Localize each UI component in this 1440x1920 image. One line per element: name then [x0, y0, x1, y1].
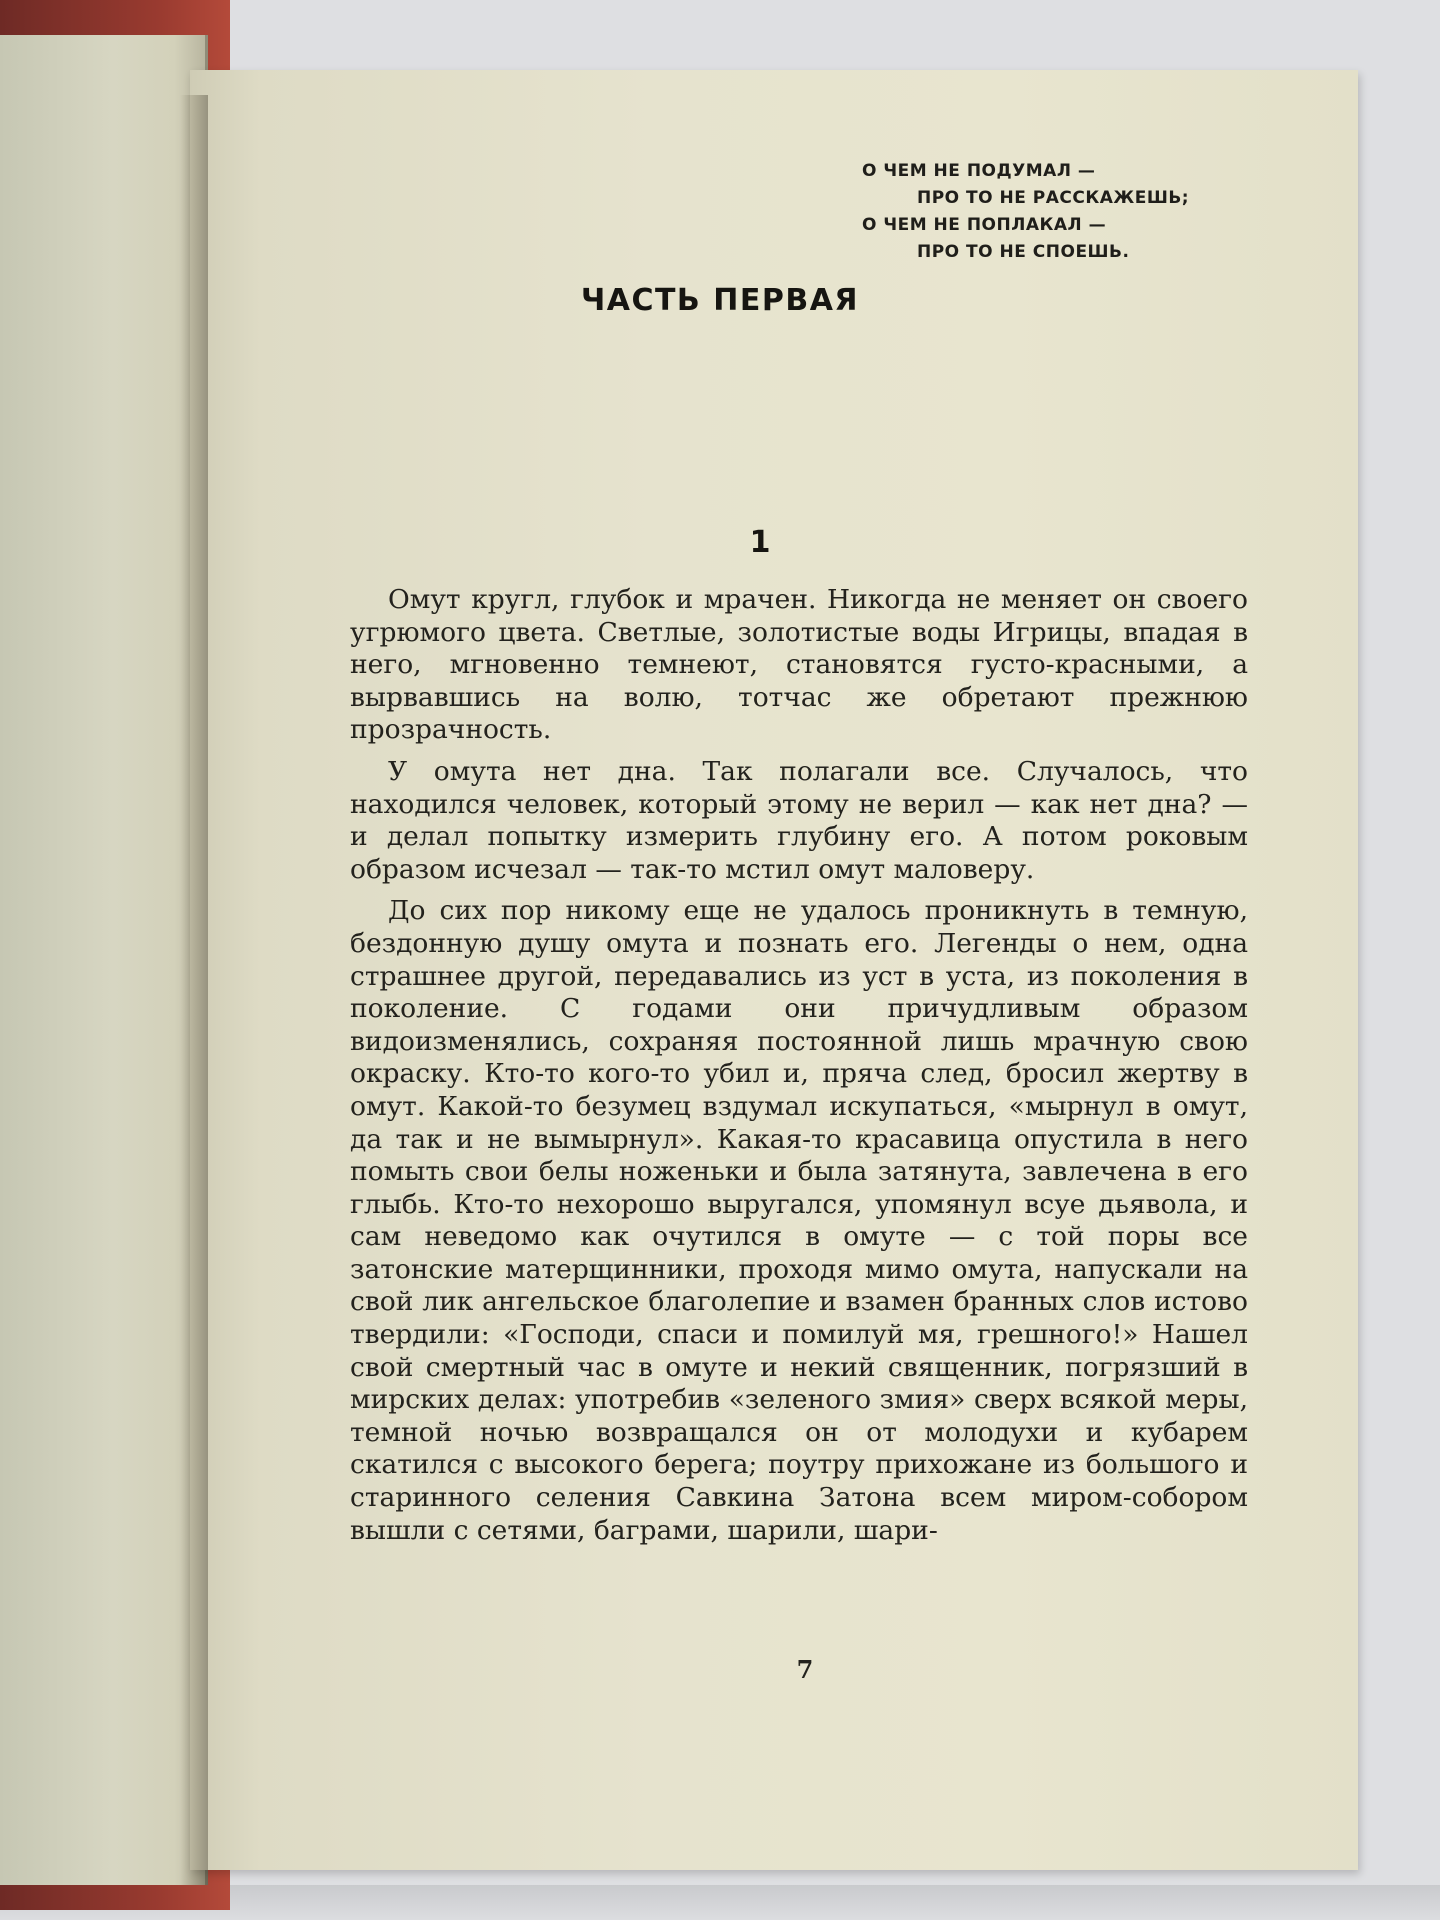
- chapter-number: 1: [749, 525, 771, 560]
- epigraph: [862, 158, 1282, 266]
- epigraph-line: О ЧЕМ НЕ ПОПЛАКАЛ —: [862, 215, 1107, 235]
- epigraph-line: ПРО ТО НЕ СПОЕШЬ.: [917, 242, 1130, 262]
- part-title: ЧАСТЬ ПЕРВАЯ: [580, 283, 860, 318]
- paragraph: Омут кругл, глубок и мрачен. Никогда не меняет он своего угрюмого цвета. Светлые, золотистые воды Игрицы, впадая в него, мгновенно темнеют, становятся густо-красными, а вырвавшись на волю, тотчас же обретают прежнюю прозрачность.: [350, 584, 1248, 746]
- book-gutter: [180, 95, 208, 1885]
- epigraph-line: О ЧЕМ НЕ ПОДУМАЛ —: [862, 161, 1096, 181]
- body-text: [350, 584, 1248, 1556]
- epigraph-line: ПРО ТО НЕ РАССКАЖЕШЬ;: [917, 188, 1190, 208]
- paragraph: До сих пор никому еще не удалось проникнуть в темную, бездонную душу омута и познать его. Легенды о нем, одна страшнее другой, передавались из уст в уста, из поколения в поколение. С годами они причудливым образом видоизменялись, сохраняя постоянной лишь мрачную свою окраску. Кто-то кого-то убил и, пряча след, бросил жертву в омут. Какой-то безумец вздумал искупаться, «мырнул в омут, да так и не вымырнул». Какая-то красавица опустила в него помыть свои белы ноженьки и была затянута, завлечена в его глыбь. Кто-то нехорошо выругался, упомянул всуе дьявола, и сам неведомо как очутился в омуте — с той поры все затонские матерщинники, проходя мимо омута, напускали на свой лик ангельское благолепие и взамен бранных слов истово твердили: «Господи, спаси и помилуй мя, грешного!» Нашел свой смертный час в омуте и некий священник, погрязший в мирских делах: употребив «зеленого змия» сверх всякой меры, темной ночью возвращался он от молодухи и кубарем скатился с высокого берега; поутру прихожане из большого и старинного селения Савкина Затона всем миром-собором вышли с сетями, баграми, шарили, шари-: [350, 895, 1248, 1546]
- paragraph: У омута нет дна. Так полагали все. Случалось, что находился человек, который этому не верил — как нет дна? — и делал попытку измерить глубину его. А потом роковым образом исчезал — так-то мстил омут маловеру.: [350, 755, 1248, 885]
- page-number: 7: [796, 1655, 814, 1684]
- left-page: [0, 35, 208, 1885]
